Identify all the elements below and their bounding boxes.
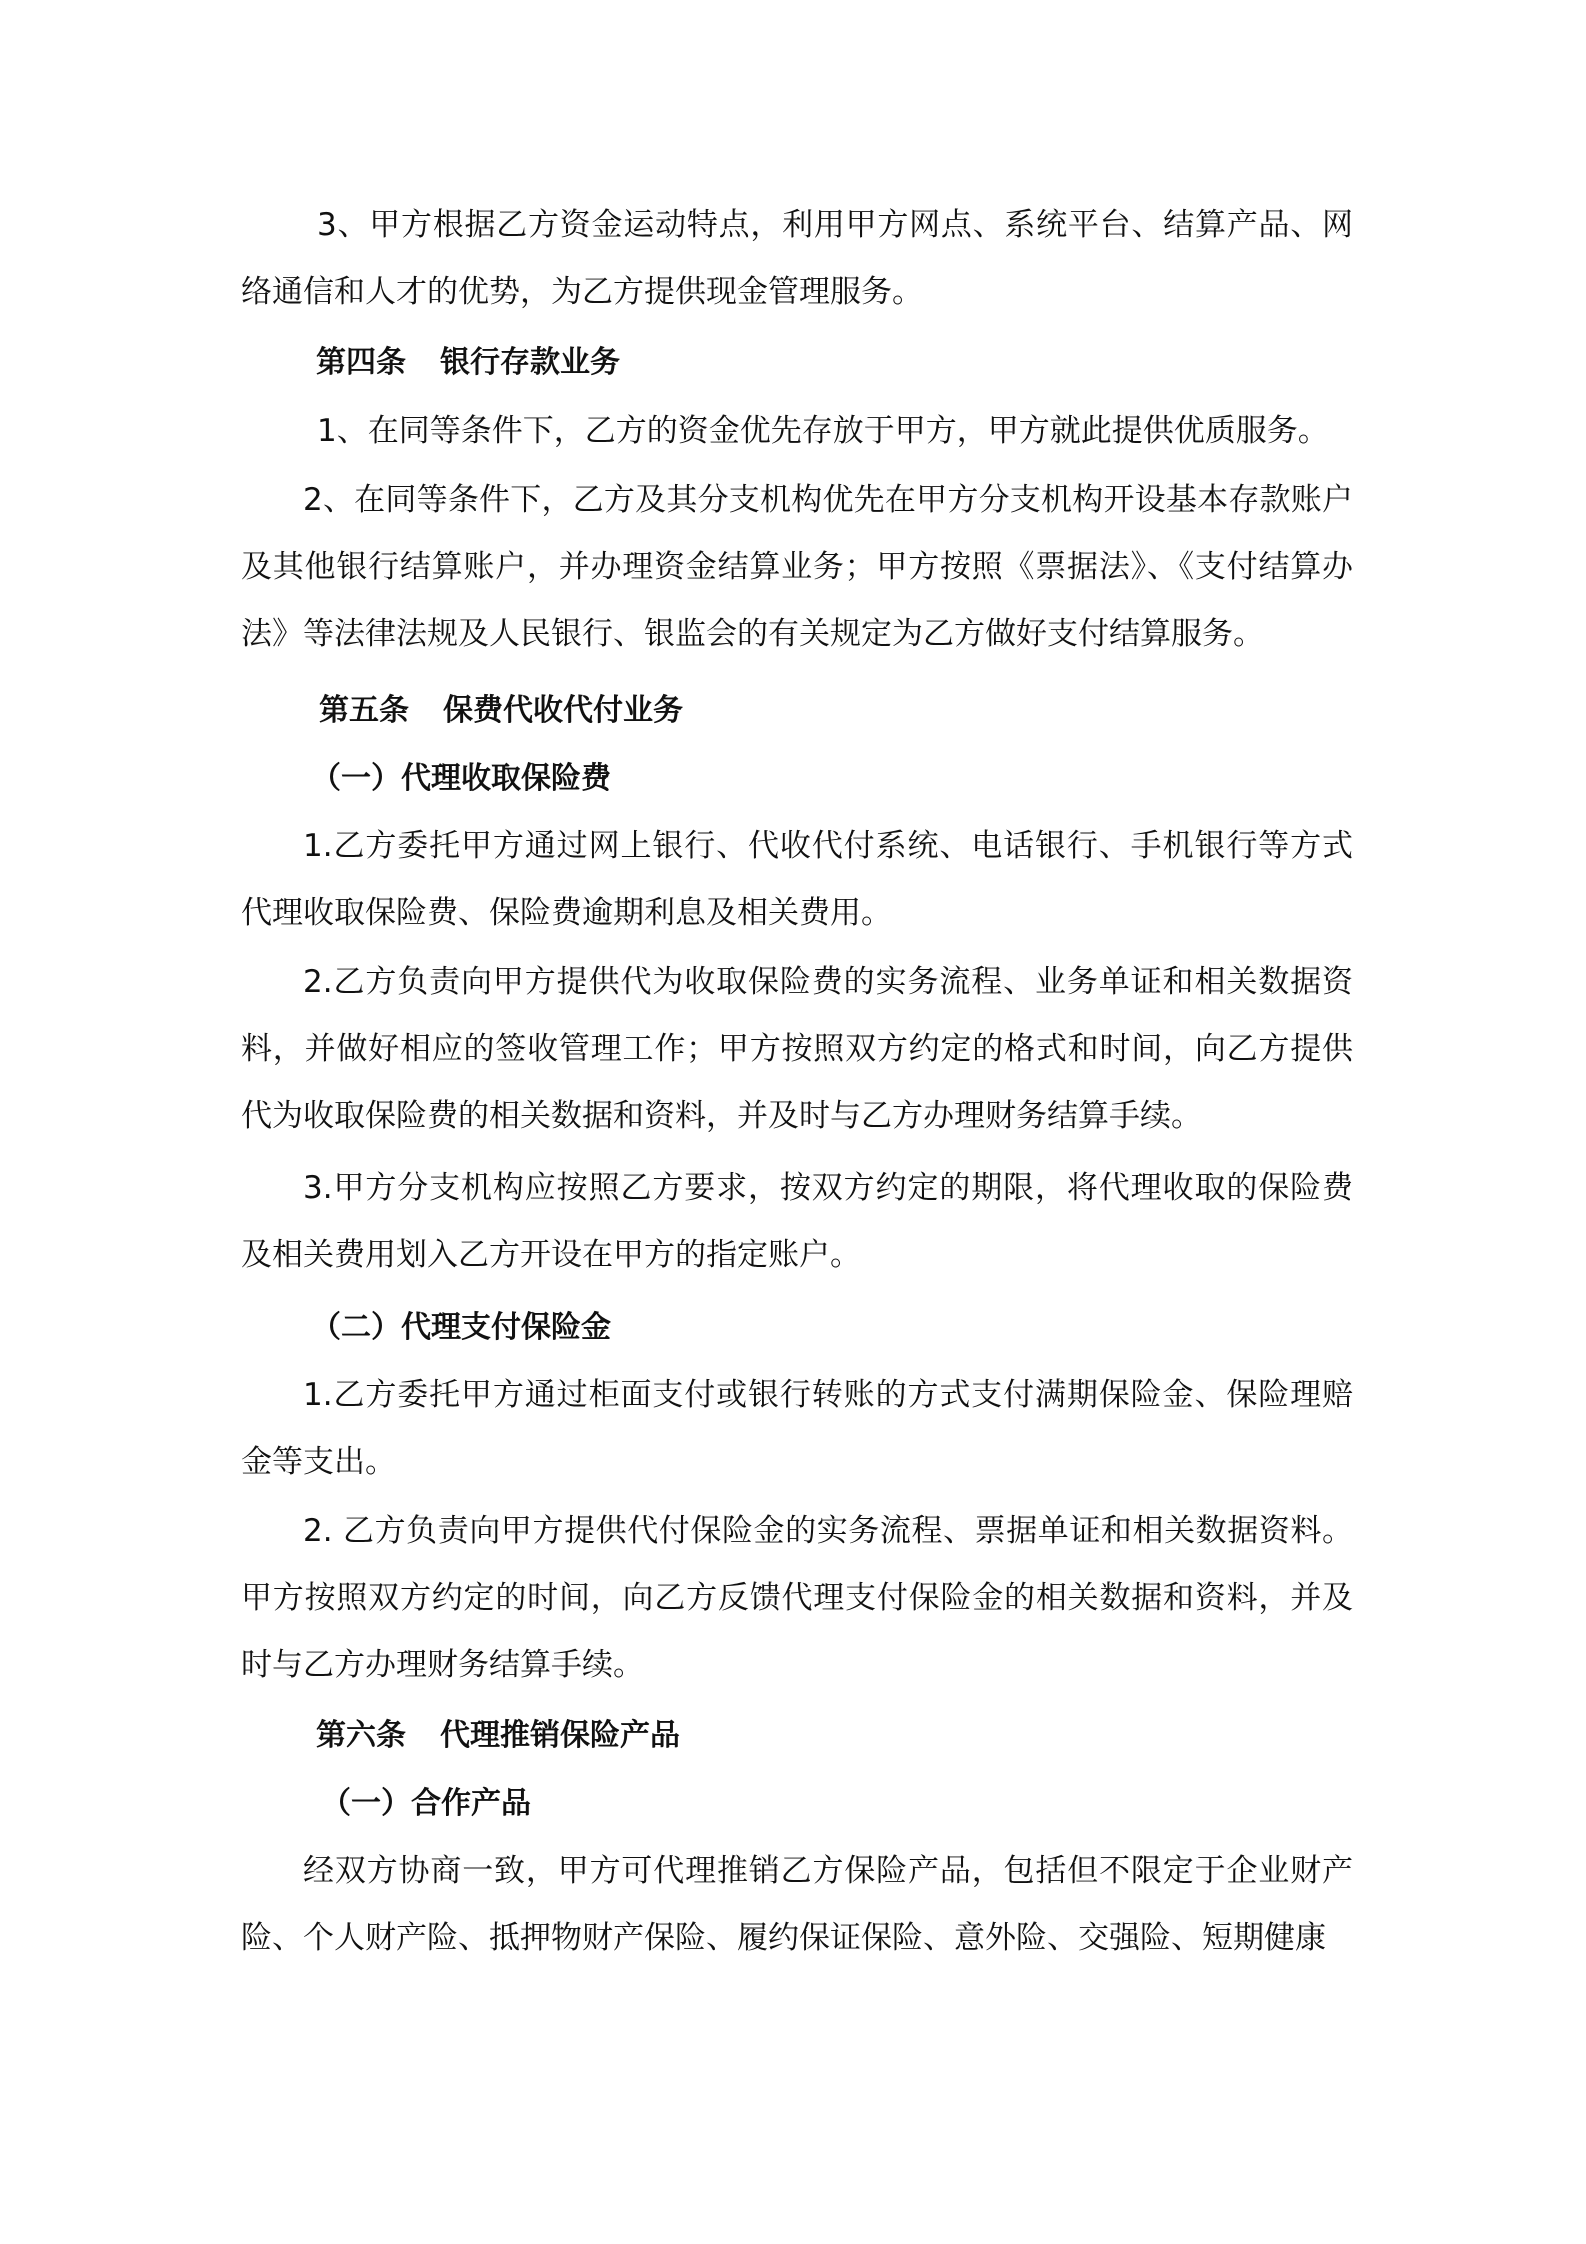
- article-6-heading: [316, 1702, 680, 1769]
- paragraph-cooperation-products: 经双方协商一致，甲方可代理推销乙方保险产品，包括但不限定于企业财产险、个人财产险、抵押物财产保险、履约保证保险、意外险、交强险、短期健康: [241, 1853, 1353, 1956]
- paragraph-deposit-priority: 1、在同等条件下，乙方的资金优先存放于甲方，甲方就此提供优质服务。: [317, 413, 1329, 449]
- article-6-number: 第六条: [316, 1718, 406, 1753]
- paragraph-premium-data: 2.乙方负责向甲方提供代为收取保险费的实务流程、业务单证和相关数据资料，并做好相应的签收管理工作；甲方按照双方约定的格式和时间，向乙方提供代为收取保险费的相关数据和资料，并及时与乙方办理财务结算手续。: [241, 964, 1353, 1134]
- article-5-heading: [319, 677, 683, 744]
- article-5-title: 保费代收代付业务: [443, 693, 683, 728]
- article-4-title: 银行存款业务: [440, 345, 620, 380]
- paragraph-settlement-accounts: 2、在同等条件下，乙方及其分支机构优先在甲方分支机构开设基本存款账户及其他银行结算账户，并办理资金结算业务；甲方按照《票据法》、《支付结算办法》等法律法规及人民银行、银监会的有关规定为乙方做好支付结算服务。: [241, 482, 1353, 652]
- article-6-subheading-1: （一）合作产品: [321, 1786, 531, 1821]
- paragraph-benefit-data: 2. 乙方负责向甲方提供代付保险金的实务流程、票据单证和相关数据资料。甲方按照双方约定的时间，向乙方反馈代理支付保险金的相关数据和资料，并及时与乙方办理财务结算手续。: [241, 1513, 1353, 1683]
- article-5-number: 第五条: [319, 693, 409, 728]
- article-5-subheading-2: （二）代理支付保险金: [311, 1310, 611, 1345]
- paragraph-pay-benefits: 1.乙方委托甲方通过柜面支付或银行转账的方式支付满期保险金、保险理赔金等支出。: [241, 1377, 1353, 1480]
- article-4-heading: [316, 329, 620, 396]
- paragraph-collect-premiums: 1.乙方委托甲方通过网上银行、代收代付系统、电话银行、手机银行等方式代理收取保险费、保险费逾期利息及相关费用。: [241, 828, 1353, 931]
- paragraph-transfer-funds: 3.甲方分支机构应按照乙方要求，按双方约定的期限，将代理收取的保险费及相关费用划入乙方开设在甲方的指定账户。: [241, 1170, 1353, 1273]
- article-4-number: 第四条: [316, 345, 406, 380]
- article-5-subheading-1: （一）代理收取保险费: [311, 761, 611, 796]
- article-6-title: 代理推销保险产品: [440, 1718, 680, 1753]
- paragraph-3-cash-management: 3、甲方根据乙方资金运动特点，利用甲方网点、系统平台、结算产品、网络通信和人才的优势，为乙方提供现金管理服务。: [241, 207, 1353, 310]
